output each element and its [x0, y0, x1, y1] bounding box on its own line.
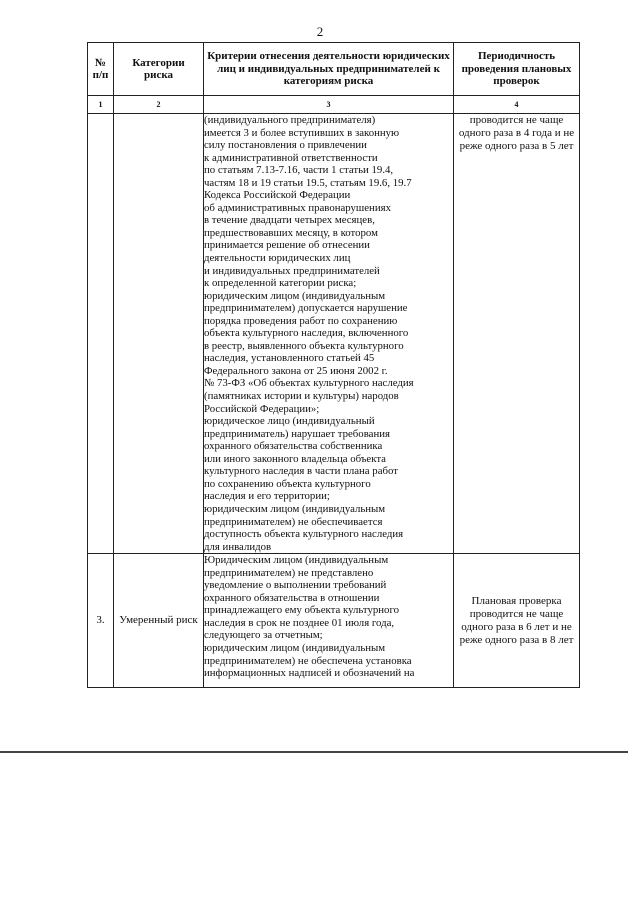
criteria-line: юридическое лицо (индивидуальный: [204, 415, 375, 428]
criteria-line: к административной ответственности: [204, 151, 378, 164]
page-bottom-rule: [0, 751, 628, 753]
column-number: 2: [114, 96, 204, 114]
risk-category-table: [87, 42, 580, 688]
header-num: № п/п: [88, 43, 114, 96]
criteria-line: предпринимателем) не обеспечена установка: [204, 654, 412, 667]
row-periodicity: проводится не чаще одного раза в 4 года и не реже одного раза в 5 лет: [454, 114, 580, 554]
criteria-line: по статьям 7.13-7.16, части 1 статьи 19.4,: [204, 164, 394, 177]
criteria-line: Юридическим лицом (индивидуальным: [204, 554, 389, 567]
criteria-line: доступность объекта культурного наследия: [204, 528, 404, 541]
table-row: [88, 554, 580, 688]
criteria-line: юридическим лицом (индивидуальным: [204, 502, 386, 515]
criteria-line: юридическим лицом (индивидуальным: [204, 641, 386, 654]
criteria-line: деятельности юридических лиц: [204, 252, 351, 265]
criteria-text: [204, 114, 453, 553]
row-criteria: [204, 114, 454, 554]
header-criteria: Критерии отнесения деятельности юридических лиц и индивидуальных предпринимателей к категориям риска: [204, 43, 454, 96]
criteria-line: к определенной категории риска;: [204, 277, 357, 290]
criteria-line: информационных надписей и обозначений на: [204, 667, 415, 680]
criteria-line: объекта культурного наследия, включенного: [204, 327, 409, 340]
column-number: 4: [454, 96, 580, 114]
criteria-line: предпринимателем) не обеспечивается: [204, 515, 383, 528]
row-periodicity: Плановая проверка проводится не чаще одного раза в 6 лет и не реже одного раза в 8 лет: [454, 554, 580, 688]
criteria-line: порядка проведения работ по сохранению: [204, 314, 398, 327]
column-number-row: [88, 96, 580, 114]
criteria-line: наследия в срок не позднее 01 июля года,: [204, 616, 395, 629]
header-category: Категории риска: [114, 43, 204, 96]
criteria-line: Кодекса Российской Федерации: [204, 189, 351, 202]
criteria-line: предпринимателем) не представлено: [204, 566, 374, 579]
row-criteria: [204, 554, 454, 688]
criteria-line: предприниматель) нарушает требования: [204, 427, 390, 440]
criteria-line: об административных правонарушениях: [204, 201, 391, 214]
header-periodicity: Периодичность проведения плановых проверок: [454, 43, 580, 96]
criteria-line: наследия и его территории;: [204, 490, 330, 503]
criteria-line: культурного наследия в части плана работ: [204, 465, 398, 478]
criteria-line: в реестр, выявленного объекта культурного: [204, 339, 404, 352]
criteria-line: по сохранению объекта культурного: [204, 477, 371, 490]
criteria-line: Федерального закона от 25 июня 2002 г.: [204, 364, 388, 377]
criteria-line: охранного обязательства в отношении: [204, 591, 380, 604]
criteria-line: № 73-ФЗ «Об объектах культурного наследия: [204, 377, 414, 390]
criteria-line: охранного обязательства собственника: [204, 440, 383, 453]
criteria-text: [204, 554, 453, 679]
criteria-line: силу постановления о привлечении: [204, 139, 367, 152]
row-category: [114, 114, 204, 554]
criteria-line: предшествовавших месяцу, в котором: [204, 226, 378, 239]
row-category: Умеренный риск: [114, 554, 204, 688]
criteria-line: наследия, установленного статьей 45: [204, 352, 375, 365]
column-number: 1: [88, 96, 114, 114]
criteria-line: Российской Федерации»;: [204, 402, 320, 415]
table-row: [88, 114, 580, 554]
page-number: 2: [316, 24, 324, 39]
criteria-line: следующего за отчетным;: [204, 629, 323, 642]
criteria-line: (памятниках истории и культуры) народов: [204, 390, 399, 403]
row-num: [88, 114, 114, 554]
row-num: 3.: [88, 554, 114, 688]
criteria-line: частям 18 и 19 статьи 19.5, статьям 19.6, 19.7: [204, 176, 412, 189]
column-number: 3: [204, 96, 454, 114]
criteria-line: принадлежащего ему объекта культурного: [204, 604, 400, 617]
criteria-line: юридическим лицом (индивидуальным: [204, 289, 386, 302]
criteria-line: имеется 3 и более вступивших в законную: [204, 126, 400, 139]
criteria-line: принимается решение об отнесении: [204, 239, 370, 252]
header-row: [88, 43, 580, 96]
criteria-line: в течение двадцати четырех месяцев,: [204, 214, 375, 227]
criteria-line: предпринимателем) допускается нарушение: [204, 302, 408, 315]
criteria-line: и индивидуальных предпринимателей: [204, 264, 380, 277]
criteria-line: (индивидуального предпринимателя): [204, 114, 376, 126]
criteria-line: или иного законного владельца объекта: [204, 452, 386, 465]
criteria-line: для инвалидов: [204, 540, 272, 553]
criteria-line: уведомление о выполнении требований: [204, 579, 387, 592]
